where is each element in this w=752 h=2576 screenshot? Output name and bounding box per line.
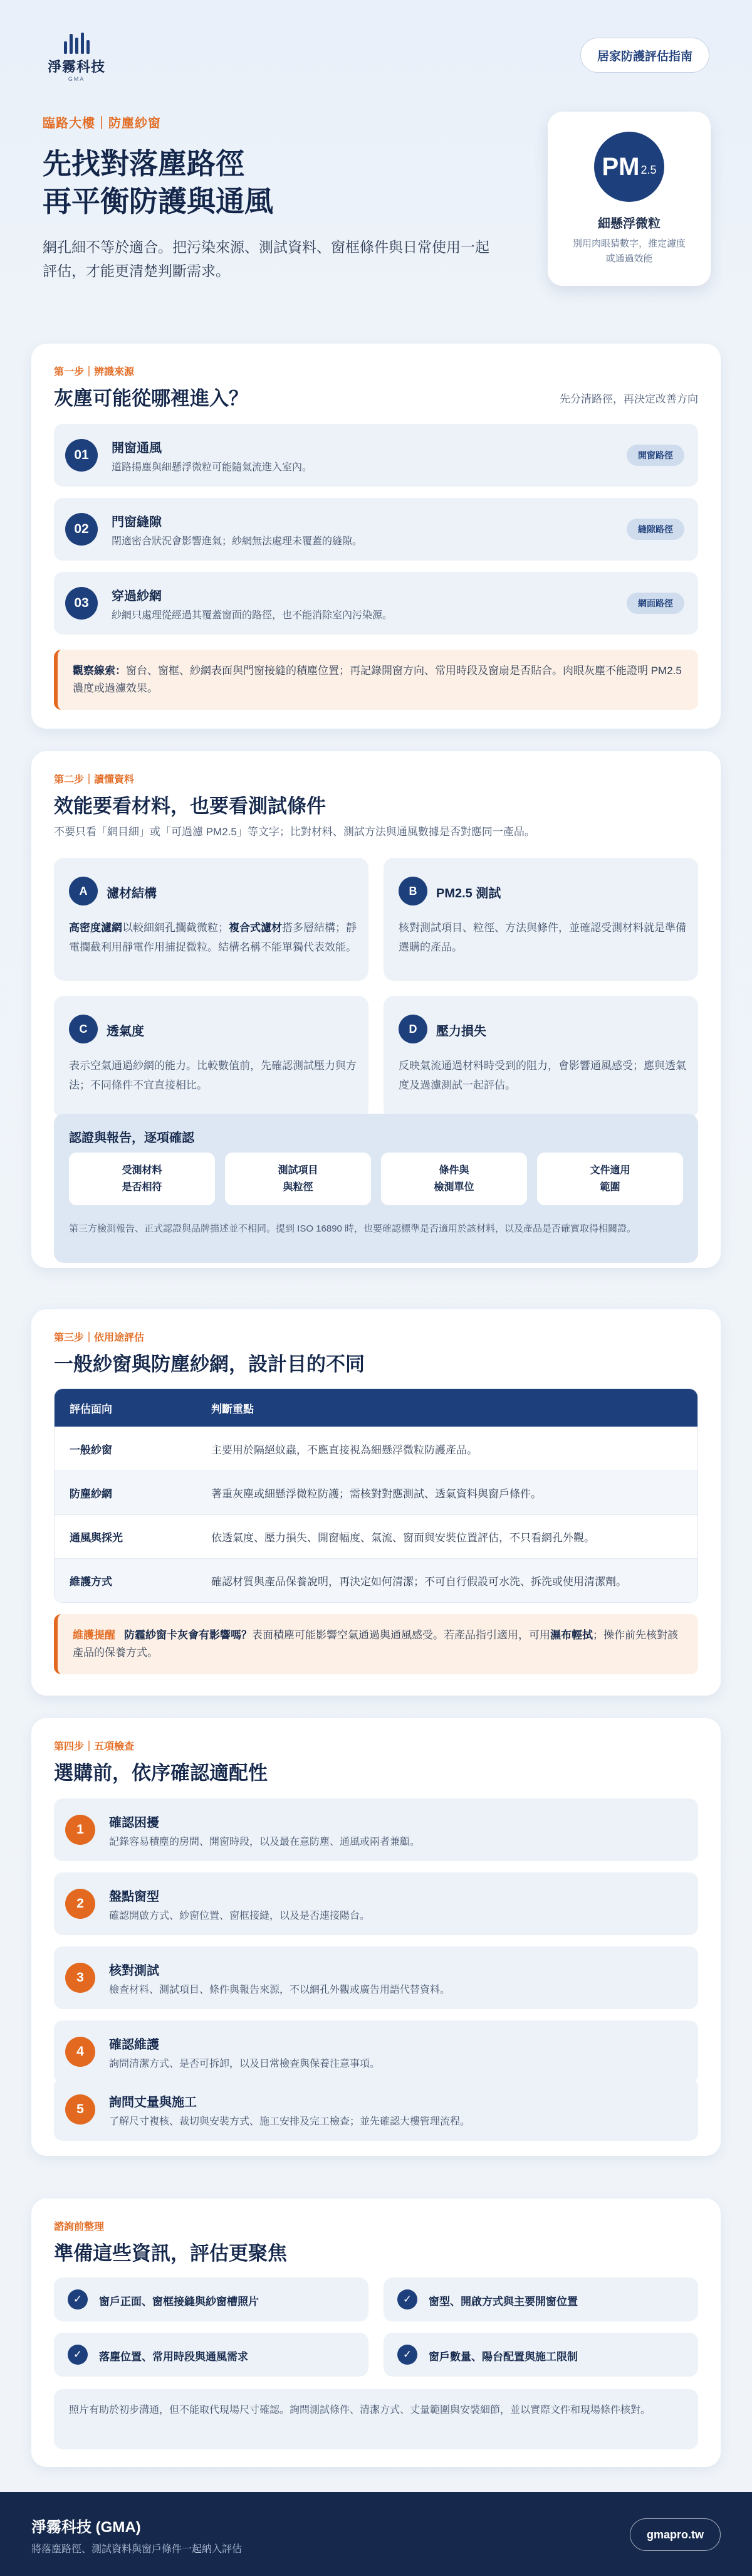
footer-title: 淨霧科技 (GMA) <box>31 2519 141 2536</box>
cert-item-line1: 文件適用 <box>590 1165 630 1176</box>
hero-title-line2: 再平衡防護與通風 <box>43 185 273 218</box>
row-tag: 縫隙路徑 <box>627 519 684 540</box>
guide-button[interactable]: 居家防護評估指南 <box>580 38 709 73</box>
check-icon: ✓ <box>397 2289 417 2309</box>
section-comparison <box>31 1309 721 1696</box>
row-desc: 紗網只處理從經過其覆蓋窗面的路徑，也不能消除室內污染源。 <box>112 610 393 621</box>
step-number: 5 <box>65 2094 95 2125</box>
row-title: 穿過紗網 <box>112 589 162 603</box>
step-desc: 詢問清潔方式、是否可拆卸，以及日常檢查與保養注意事項。 <box>109 2059 380 2069</box>
cert-item-line1: 條件與 <box>439 1165 469 1176</box>
row-number: 03 <box>65 587 98 620</box>
card-badge: D <box>399 1015 427 1043</box>
step-desc: 記錄容易積塵的房間、開窗時段，以及最在意防塵、通風或兩者兼顧。 <box>109 1837 420 1847</box>
step-title: 確認維護 <box>109 2038 159 2052</box>
pm25-title: 細懸浮微粒 <box>598 217 661 231</box>
section2-lead: 不要只看「網目細」或「可過濾 PM2.5」等文字；比對材料、測試方法與通風數據是否對應同一產品。 <box>54 826 535 838</box>
card-desc: 反映氣流通過材料時受到的阻力，會影響通風感受；應與透氣度及過濾測試一起評估。 <box>399 1060 686 1091</box>
pm25-desc: 別用肉眼猜數字，推定濾度或通過效能 <box>573 238 686 264</box>
table-cell: 維護方式 <box>70 1576 112 1588</box>
certification-box <box>54 1114 698 1263</box>
table-cell: 著重灰塵或細懸浮微粒防護；需核對對應測試、透氣資料與窗戶條件。 <box>211 1488 541 1500</box>
material-card <box>54 996 368 1119</box>
observation-label: 觀察線索： <box>73 665 126 677</box>
table-cell: 確認材質與產品保養說明，再決定如何清潔；不可自行假設可水洗、拆洗或使用清潔劑。 <box>211 1576 627 1588</box>
hero-title <box>43 145 531 220</box>
row-title: 門窗縫隙 <box>112 515 162 529</box>
cert-item-line2: 與粒徑 <box>283 1182 313 1193</box>
footer <box>0 2492 752 2576</box>
warning-text: ；操作前先核對該產品的保養方式。 <box>73 1629 678 1659</box>
logo-mark-icon <box>45 33 108 54</box>
section1-title: 灰塵可能從哪裡進入？ <box>54 388 248 409</box>
section-materials <box>31 751 721 1268</box>
warning-label: 維護提醒 <box>73 1629 115 1641</box>
hero-eyebrow: 臨路大樓｜防塵紗窗 <box>43 117 161 130</box>
row-tag: 網面路徑 <box>627 593 684 614</box>
table-row <box>55 1558 697 1602</box>
check-step <box>54 2078 698 2141</box>
table-row <box>55 1470 697 1514</box>
brand-name: 淨霧科技 <box>47 59 105 75</box>
card-desc-text: 搭多層結構；靜電攔截利用靜電作用捕捉微粒。結構名稱不能單獨代表效能。 <box>69 922 357 953</box>
card-title: 壓力損失 <box>436 1025 486 1038</box>
pm25-main: PM <box>602 152 640 181</box>
table-cell: 防塵紗網 <box>70 1488 112 1500</box>
footer-subtitle: 將落塵路徑、測試資料與窗戶條件一起納入評估 <box>31 2544 243 2555</box>
brand-logo[interactable] <box>45 33 108 82</box>
step-title: 詢問丈量與施工 <box>109 2096 197 2109</box>
hero-title-line1: 先找對落塵路徑 <box>43 147 244 180</box>
brand-tagline: GMA <box>68 76 85 82</box>
comparison-table <box>54 1388 698 1603</box>
pm25-sub: 2.5 <box>640 163 657 176</box>
section1-note: 先分清路徑，再決定改善方向 <box>560 393 698 405</box>
cert-item-line1: 測試項目 <box>278 1165 318 1176</box>
source-row <box>54 498 698 561</box>
table-cell: 一般紗窗 <box>70 1444 112 1456</box>
prep-item-label: 落塵位置、常用時段與通風需求 <box>99 2351 248 2363</box>
prep-item <box>384 2278 698 2321</box>
material-card <box>384 858 698 981</box>
section4-title: 選購前，依序確認適配性 <box>54 1762 268 1784</box>
step-title: 核對測試 <box>109 1964 159 1978</box>
hero <box>43 113 531 283</box>
step-desc: 檢查材料、測試項目、條件與報告來源，不以網孔外觀或廣告用語代替資料。 <box>109 1985 451 1995</box>
step-number: 1 <box>65 1815 95 1845</box>
maintenance-warning <box>54 1614 698 1674</box>
cert-item-line1: 受測材料 <box>122 1165 162 1176</box>
cert-item <box>225 1153 371 1205</box>
prep-item <box>54 2278 368 2321</box>
hero-desc-line1: 網孔細不等於適合。把污染來源、測試資料、窗框條件與日常使用一起 <box>43 239 489 255</box>
warning-bold: 濕布輕拭 <box>550 1629 593 1641</box>
card-badge: C <box>69 1015 98 1043</box>
material-card <box>384 996 698 1119</box>
hero-desc-line2: 評估，才能更清楚判斷需求。 <box>43 263 230 279</box>
warning-question: 防霾紗窗卡灰會有影響嗎？ <box>124 1629 252 1641</box>
section2-step: 第二步｜讀懂資料 <box>54 774 135 785</box>
pm25-card <box>548 112 711 286</box>
table-header-cell: 判斷重點 <box>211 1403 254 1415</box>
row-tag: 開窗路徑 <box>627 445 684 466</box>
card-desc-bold: 高密度濾網 <box>69 922 122 934</box>
prep-item <box>54 2333 368 2377</box>
step-title: 確認困擾 <box>109 1816 159 1830</box>
section2-title: 效能要看材料，也要看測試條件 <box>54 795 326 817</box>
warning-text: 表面積塵可能影響空氣通過與通風感受。若產品指引適用，可用 <box>252 1629 550 1641</box>
top-bar <box>0 0 752 107</box>
card-badge: A <box>69 877 98 905</box>
section-preparation <box>31 2199 721 2467</box>
prep-note: 照片有助於初步溝通，但不能取代現場尺寸確認。詢問測試條件、清潔方式、丈量範圍與安裝細節，並以實際文件和現場條件核對。 <box>54 2389 698 2449</box>
step-number: 3 <box>65 1963 95 1993</box>
hero-description <box>43 235 531 283</box>
row-number: 01 <box>65 439 98 472</box>
table-row <box>55 1427 697 1470</box>
check-icon: ✓ <box>68 2345 88 2365</box>
card-desc <box>69 918 357 957</box>
cert-item <box>69 1153 215 1205</box>
check-icon: ✓ <box>68 2289 88 2309</box>
table-cell: 主要用於隔絕蚊蟲，不應直接視為細懸浮微粒防護產品。 <box>211 1444 478 1456</box>
cert-desc: 第三方檢測報告、正式認證與品牌描述並不相同。提到 ISO 16890 時，也要確認標準是否適用於該材料，以及產品是否確實取得相關證。 <box>69 1223 637 1234</box>
section5-step: 諮詢前整理 <box>54 2222 105 2232</box>
card-title: PM2.5 測試 <box>436 887 501 900</box>
section3-step: 第三步｜依用途評估 <box>54 1333 145 1343</box>
source-row <box>54 424 698 487</box>
section4-step: 第四步｜五項檢查 <box>54 1741 135 1752</box>
row-number: 02 <box>65 513 98 546</box>
table-header <box>55 1389 697 1427</box>
website-link-button[interactable]: gmapro.tw <box>630 2518 721 2551</box>
cert-item-line2: 檢測單位 <box>434 1182 474 1193</box>
cert-item-line2: 是否相符 <box>122 1182 162 1193</box>
table-cell: 依透氣度、壓力損失、開窗幅度、氣流、窗面與安裝位置評估，不只看網孔外觀。 <box>211 1532 595 1544</box>
section-sources <box>31 344 721 729</box>
check-icon: ✓ <box>397 2345 417 2365</box>
card-desc-text: 以較細網孔攔截微粒； <box>122 922 229 934</box>
material-card <box>54 858 368 981</box>
cert-items <box>69 1153 683 1205</box>
step-desc: 確認開啟方式、紗窗位置、窗框接縫，以及是否連接陽台。 <box>109 1911 370 1921</box>
card-desc: 表示空氣通過紗網的能力。比較數值前，先確認測試壓力與方法；不同條件不宜直接相比。 <box>69 1060 357 1091</box>
step-desc: 了解尺寸複核、裁切與安裝方式、施工安排及完工檢查；並先確認大樓管理流程。 <box>109 2116 471 2127</box>
cert-item <box>381 1153 527 1205</box>
card-desc-bold: 複合式濾材 <box>229 922 282 934</box>
table-row <box>55 1514 697 1558</box>
prep-item-label: 窗戶正面、窗框接縫與紗窗槽照片 <box>99 2296 259 2308</box>
prep-item <box>384 2333 698 2377</box>
card-badge: B <box>399 877 427 905</box>
cert-item <box>537 1153 683 1205</box>
cert-title: 認證與報告，逐項確認 <box>69 1131 194 1145</box>
row-desc: 閉適密合狀況會影響進氣；紗網無法處理未覆蓋的縫隙。 <box>112 536 363 547</box>
observation-note <box>54 650 698 710</box>
card-title: 透氣度 <box>107 1025 144 1038</box>
row-desc: 道路揚塵與細懸浮微粒可能隨氣流進入室內。 <box>112 462 313 473</box>
step-number: 2 <box>65 1889 95 1919</box>
section3-title: 一般紗窗與防塵紗網，設計目的不同 <box>54 1353 365 1375</box>
observation-text: 窗台、窗框、紗網表面與門窗接縫的積塵位置；再記錄開窗方向、常用時段及窗扇是否貼合。肉眼灰塵不能證明 PM2.5 濃度或過濾效果。 <box>73 665 682 694</box>
table-cell: 通風與採光 <box>70 1532 123 1544</box>
card-desc: 核對測試項目、粒徑、方法與條件，並確認受測材料就是準備選購的產品。 <box>399 922 686 953</box>
step-number: 4 <box>65 2037 95 2067</box>
check-step <box>54 1872 698 1935</box>
prep-item-label: 窗戶數量、陽台配置與施工限制 <box>429 2351 578 2363</box>
check-step <box>54 1946 698 2009</box>
prep-item-label: 窗型、開啟方式與主要開窗位置 <box>429 2296 578 2308</box>
check-step <box>54 1798 698 1861</box>
section1-step: 第一步｜辨識來源 <box>54 367 135 377</box>
section-checklist <box>31 1718 721 2156</box>
step-title: 盤點窗型 <box>109 1890 159 1904</box>
row-title: 開窗通風 <box>112 441 162 455</box>
source-row <box>54 572 698 635</box>
table-header-cell: 評估面向 <box>70 1403 112 1415</box>
check-step <box>54 2020 698 2083</box>
pm25-icon <box>594 132 664 202</box>
cert-item-line2: 範圍 <box>600 1182 620 1193</box>
card-title: 濾材結構 <box>107 887 157 900</box>
section5-title: 準備這些資訊，評估更聚焦 <box>54 2242 287 2264</box>
